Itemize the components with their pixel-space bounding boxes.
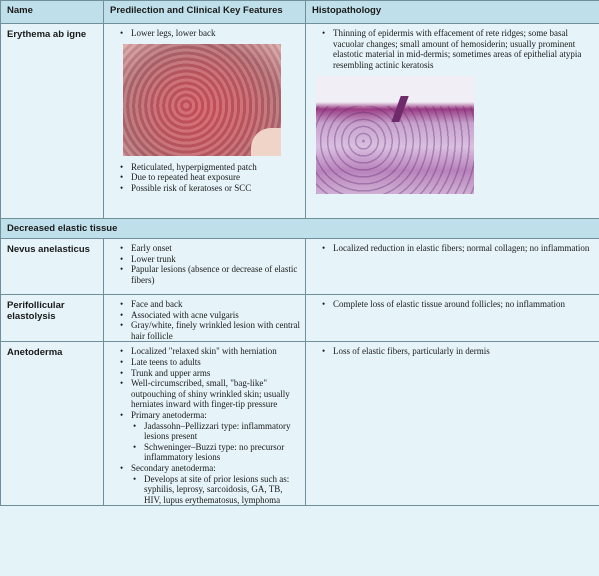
row-name: Erythema ab igne xyxy=(1,24,104,219)
header-name: Name xyxy=(1,1,104,24)
histo-cell xyxy=(306,24,599,219)
sub-list-item: • Jadassohn–Pellizzari type: inflammatory lesions present xyxy=(133,421,297,442)
table-row xyxy=(1,239,599,295)
clinical-photo xyxy=(123,44,281,156)
list-item: • Due to repeated heat exposure xyxy=(120,172,301,183)
list-item: • Complete loss of elastic tissue around follicles; no inflammation xyxy=(322,299,595,310)
list-item: • Face and back xyxy=(120,299,301,310)
list-item: • Papular lesions (absence or decrease of elastic fibers) xyxy=(120,264,301,285)
histo-cell xyxy=(306,295,599,342)
table-row xyxy=(1,295,599,342)
list-item: • Well-circumscribed, small, "bag-like" outpouching of shiny wrinkled skin; usually herniates inward with finger-tip pressure xyxy=(120,378,301,410)
histology-micrograph xyxy=(316,76,474,194)
features-cell xyxy=(104,295,306,342)
list-item: • Early onset xyxy=(120,243,301,254)
header-features: Predilection and Clinical Key Features xyxy=(104,1,306,24)
row-name: Perifollicular elastolysis xyxy=(1,295,104,342)
section-row xyxy=(1,219,599,239)
list-item-label: Primary anetoderma: xyxy=(131,409,207,420)
histo-cell xyxy=(306,342,599,506)
list-item-label: Secondary anetoderma: xyxy=(131,462,216,473)
features-cell xyxy=(104,342,306,506)
list-item: • Trunk and upper arms xyxy=(120,368,301,379)
list-item: • Localized reduction in elastic fibers; normal collagen; no inflammation xyxy=(322,243,595,254)
header-histopathology: Histopathology xyxy=(306,1,599,24)
list-item: • Associated with acne vulgaris xyxy=(120,310,301,321)
list-item: • Possible risk of keratoses or SCC xyxy=(120,183,301,194)
list-item: • Lower trunk xyxy=(120,254,301,265)
header-row xyxy=(1,1,599,24)
list-item: • Late teens to adults xyxy=(120,357,301,368)
list-item: • Reticulated, hyperpigmented patch xyxy=(120,162,301,173)
list-item xyxy=(120,410,301,463)
list-item: • Loss of elastic fibers, particularly in dermis xyxy=(322,346,595,357)
features-cell xyxy=(104,24,306,219)
sub-list-item: • Develops at site of prior lesions such as: syphilis, leprosy, sarcoidosis, GA, TB, HIV, lupus erythematosus, lymphoma xyxy=(133,474,297,506)
table-row xyxy=(1,342,599,506)
table-row xyxy=(1,24,599,219)
list-item: • Gray/white, finely wrinkled lesion with central hair follicle xyxy=(120,320,301,341)
list-item: • Localized "relaxed skin" with herniation xyxy=(120,346,301,357)
histo-cell xyxy=(306,239,599,295)
list-item: • Lower legs, lower back xyxy=(120,28,301,39)
row-name: Anetoderma xyxy=(1,342,104,506)
sub-list-item: • Schweninger–Buzzi type: no precursor inflammatory lesions xyxy=(133,442,297,463)
list-item xyxy=(120,463,301,505)
list-item: • Thinning of epidermis with effacement of rete ridges; some basal vacuolar changes; small amount of hemosiderin; usually prominent elastotic material in mid-dermis; sometimes areas of epithelial atypia resembling actinic keratosis xyxy=(322,28,595,70)
row-name: Nevus anelasticus xyxy=(1,239,104,295)
section-title: Decreased elastic tissue xyxy=(1,219,599,239)
features-cell xyxy=(104,239,306,295)
